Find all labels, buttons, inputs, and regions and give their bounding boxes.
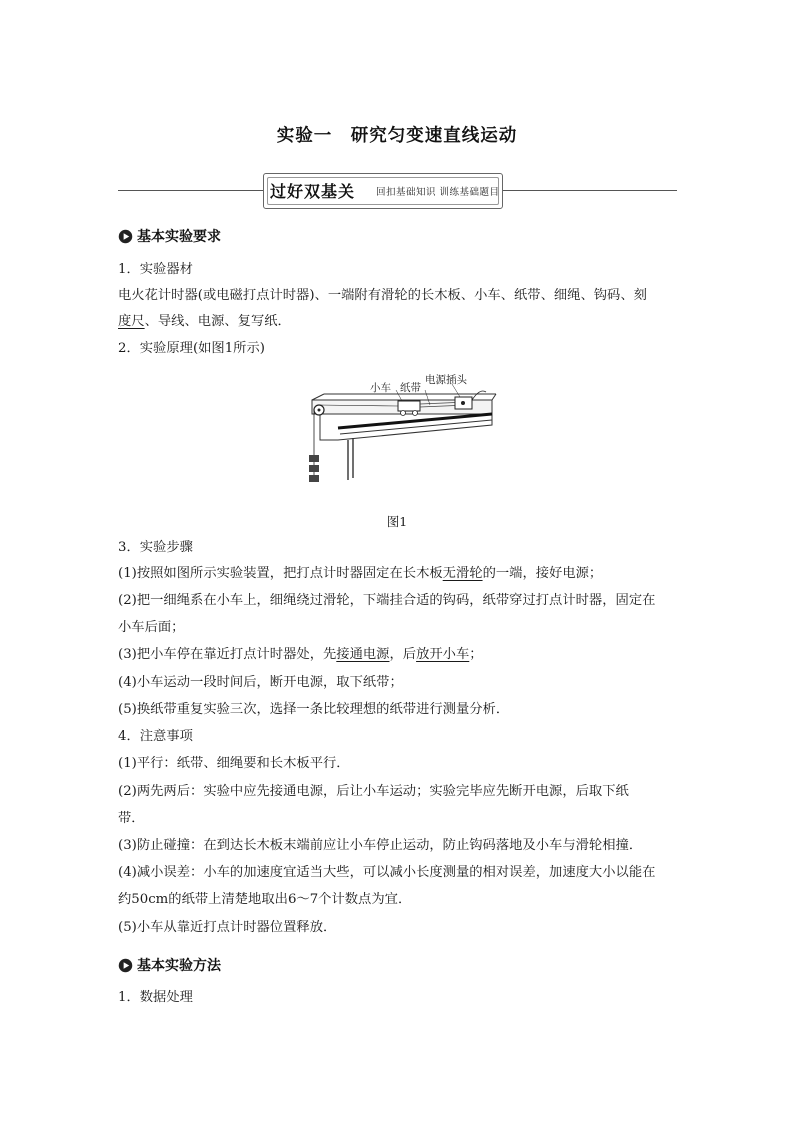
section-banner (263, 173, 503, 209)
paragraph-line: (4)小车运动一段时间后，断开电源，取下纸带； (118, 675, 403, 690)
paragraph-line: 小车后面； (118, 620, 185, 635)
paragraph-line: (5)换纸带重复实验三次，选择一条比较理想的纸带进行测量分析． (118, 702, 510, 717)
underlined-text: 接通电源 (336, 647, 390, 662)
paragraph-line: 电火花计时器(或电磁打点计时器)、一端附有滑轮的长木板、小车、纸带、细绳、钩码、刻 (118, 288, 647, 303)
underlined-text: 无滑轮 (442, 566, 483, 581)
text-span: (3)把小车停在靠近打点计时器处，先 (118, 647, 337, 662)
paragraph-line: (5)小车从靠近打点计时器位置释放． (118, 920, 337, 935)
paragraph-line: (2)两先两后：实验中应先接通电源，后让小车运动；实验完毕应先断开电源，后取下纸 (118, 784, 629, 799)
play-circle-icon (118, 229, 133, 244)
paragraph-line: 约50cm的纸带上清楚地取出6～7个计数点为宜． (118, 892, 412, 907)
play-circle-icon (118, 958, 133, 973)
item-heading: 4．注意事项 (118, 729, 193, 744)
section-heading-label: 基本实验方法 (137, 958, 221, 974)
item-heading: 1．实验器材 (118, 262, 193, 277)
figure-label-tape: 纸带 (400, 382, 421, 394)
banner-subtitle: 回扣基础知识 训练基础题目 (376, 187, 500, 198)
underlined-text: 放开小车 (416, 647, 470, 662)
text-span: (1)按照如图所示实验装置，把打点计时器固定在长木板 (118, 566, 443, 581)
banner-rule-left (118, 190, 270, 191)
text-span: 的一端，接好电源； (482, 566, 603, 581)
paragraph-line: (2)把一细绳系在小车上，细绳绕过滑轮，下端挂合适的钩码，纸带穿过打点计时器，固定在 (118, 593, 656, 608)
item-heading: 1．数据处理 (118, 990, 193, 1005)
underlined-text: 度尺 (118, 314, 145, 329)
text-span: ，后 (389, 647, 417, 662)
text-span: ； (469, 647, 483, 662)
paragraph-line (118, 312, 688, 332)
banner-rule-right (503, 190, 677, 191)
figure-label-plug: 电源插头 (425, 374, 467, 386)
banner-title: 过好双基关 (270, 182, 356, 201)
page-title: 实验一 研究匀变速直线运动 (276, 126, 518, 146)
paragraph-line (118, 564, 688, 584)
paragraph-line: (4)减小误差：小车的加速度宜适当大些，可以减小长度测量的相对误差，加速度大小以能在 (118, 865, 656, 880)
section-heading-methods (118, 955, 221, 975)
section-heading-requirements (118, 226, 221, 246)
item-heading: 2．实验原理(如图1所示) (118, 341, 265, 356)
paragraph-line: 带． (118, 811, 145, 826)
text-span: 、导线、电源、复写纸． (144, 314, 291, 329)
figure-caption: 图1 (386, 514, 408, 529)
paragraph-line: (3)防止碰撞：在到达长木板末端前应让小车停止运动，防止钩码落地及小车与滑轮相撞． (118, 838, 643, 853)
paragraph-line: (1)平行：纸带、细绳要和长木板平行． (118, 756, 350, 771)
paragraph-line (118, 645, 688, 665)
item-heading: 3．实验步骤 (118, 540, 193, 555)
section-heading-label: 基本实验要求 (137, 229, 221, 245)
figure-label-car: 小车 (370, 382, 391, 394)
